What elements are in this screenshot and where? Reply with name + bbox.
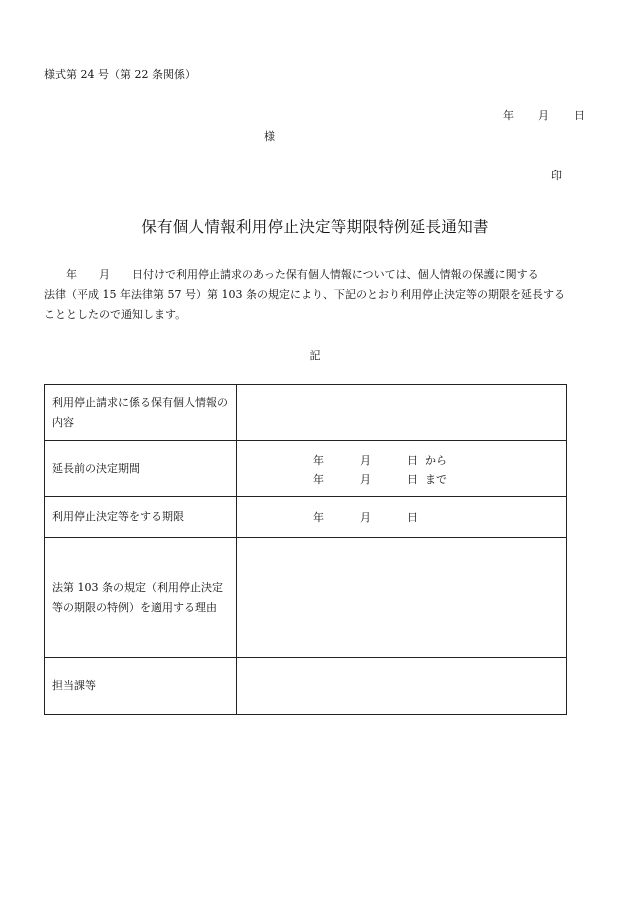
period-from (313, 452, 447, 468)
table-row (45, 385, 567, 441)
info-content-value (237, 385, 567, 441)
table-row (45, 441, 567, 497)
period-from-year: 年 (313, 454, 324, 467)
period-to-month: 月 (360, 473, 371, 486)
notice-body (44, 265, 592, 325)
deadline-month: 月 (360, 511, 371, 524)
notice-body-line: 年 月 日付けで利用停止請求のあった保有個人情報については、個人情報の保護に関する (44, 268, 539, 281)
seal-mark: 印 (551, 169, 562, 182)
notice-body-line: 法律（平成 15 年法律第 57 号）第 103 条の規定により、下記のとおり利用停止決定等の期限を延長する (44, 288, 565, 301)
document-title: 保有個人情報利用停止決定等期限特例延長通知書 (141, 218, 489, 236)
info-content-label: 利用停止請求に係る保有個人情報の内容 (45, 385, 237, 441)
reason-value (237, 538, 567, 658)
period-to (313, 471, 447, 487)
issue-date-year: 年 (503, 109, 514, 122)
previous-period-label: 延長前の決定期間 (45, 441, 237, 497)
issue-date-day: 日 (574, 109, 585, 122)
previous-period-value (237, 441, 567, 497)
addressee-suffix: 様 (264, 130, 275, 143)
reason-label: 法第 103 条の規定（利用停止決定等の期限の特例）を適用する理由 (45, 538, 237, 658)
deadline-date (313, 509, 425, 525)
department-label: 担当課等 (45, 658, 237, 715)
period-from-suffix: から (425, 454, 447, 467)
table-row (45, 658, 567, 715)
period-from-day: 日 (407, 454, 418, 467)
deadline-value (237, 497, 567, 538)
issue-date (503, 107, 585, 123)
period-to-day: 日 (407, 473, 418, 486)
ki-heading: 記 (309, 349, 321, 362)
deadline-year: 年 (313, 511, 324, 524)
table-row (45, 497, 567, 538)
issue-date-month: 月 (538, 109, 549, 122)
period-from-month: 月 (360, 454, 371, 467)
period-to-suffix: まで (425, 473, 447, 486)
form-number: 様式第 24 号（第 22 条関係） (44, 68, 196, 81)
table-row (45, 538, 567, 658)
department-value (237, 658, 567, 715)
deadline-label: 利用停止決定等をする期限 (45, 497, 237, 538)
deadline-day: 日 (407, 511, 418, 524)
details-table (44, 384, 567, 715)
notice-body-line: こととしたので通知します。 (44, 308, 187, 321)
period-to-year: 年 (313, 473, 324, 486)
